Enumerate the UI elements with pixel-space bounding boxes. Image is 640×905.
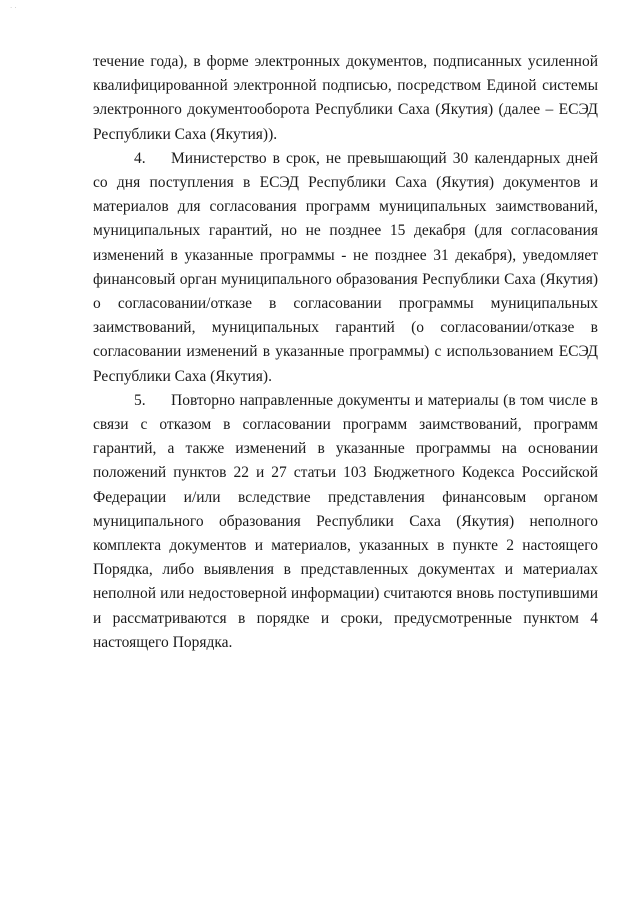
paragraph-text: течение года), в форме электронных документов, подписанных усиленной квалифицированной электронной подписью, посредством Единой системы электронного документооборота Республики Саха (Якутия) (далее – ЕСЭД Республики Саха (Якутия)). xyxy=(93,53,598,143)
document-page xyxy=(93,50,598,655)
paragraph-number: 5. xyxy=(134,391,146,409)
paragraph-4 xyxy=(93,147,598,389)
paragraph-continuation xyxy=(93,50,598,147)
scan-corner-mark: · · xyxy=(10,4,17,12)
paragraph-5 xyxy=(93,389,598,655)
paragraph-number: 4. xyxy=(134,149,146,167)
paragraph-text: Министерство в срок, не превышающий 30 календарных дней со дня поступления в ЕСЭД Республики Саха (Якутия) документов и материалов для согласования программ муниципальных заимствований, муниципальных гарантий, но не позднее 15 декабря (для согласования изменений в указанные программы - не позднее 31 декабря), уведомляет финансовый орган муниципального образования Республики Саха (Якутия) о согласовании/отказе в согласовании программы муниципальных заимствований, муниципальных гарантий (о согласовании/отказе в согласовании изменений в указанные программы) с использованием ЕСЭД Республики Саха (Якутия). xyxy=(93,149,598,385)
paragraph-text: Повторно направленные документы и материалы (в том числе в связи с отказом в согласовании программ заимствований, программ гарантий, а также изменений в указанные программы на основании положений пунктов 22 и 27 статьи 103 Бюджетного Кодекса Российской Федерации и/или вследствие представления финансовым органом муниципального образования Республики Саха (Якутия) неполного комплекта документов и материалов, указанных в пункте 2 настоящего Порядка, либо выявления в представленных документах и материалах неполной или недостоверной информации) считаются вновь поступившими и рассматриваются в порядке и сроки, предусмотренные пунктом 4 настоящего Порядка. xyxy=(93,391,598,651)
